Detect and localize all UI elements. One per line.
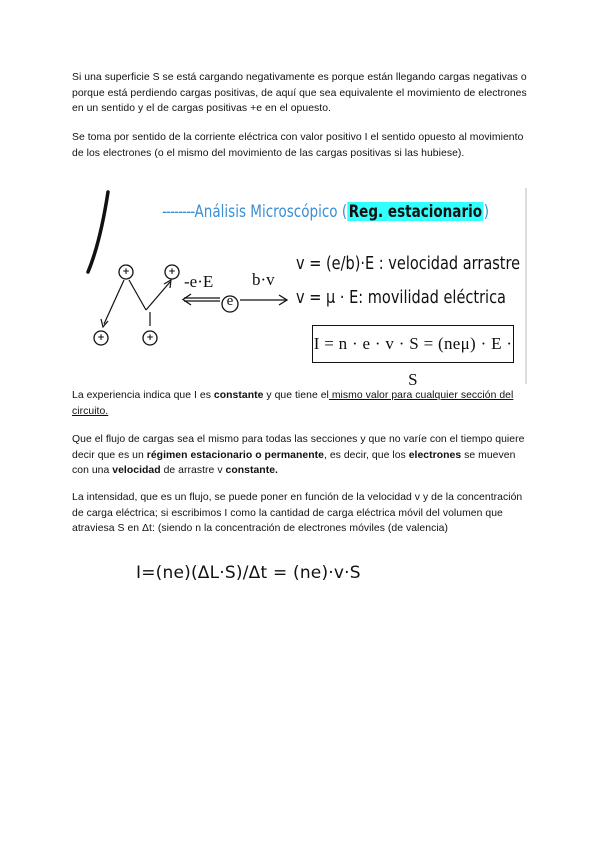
curved-stroke [88,192,108,272]
paragraph-current-direction: Se toma por sentido de la corriente eléctrica con valor positivo I el sentido opuesto al movimiento de los electrones (o el mismo del movimiento de las cargas positivas si las hubiese). [72,132,524,159]
heading-dashes: -------- [162,202,195,221]
p4-text-g: de arrastre v [160,465,226,477]
paragraph-steady-state [72,432,532,479]
p4-text-a: Que el flujo de cargas sea el mismo para todas las secciones y que no varíe con el tiempo quiere decir que es un [72,434,525,461]
friction-label: b·v [252,270,275,289]
heading-close: ) [483,202,489,221]
p3-underlined: mismo valor para cualquier sección del circuito. [72,390,514,417]
p3-bold-constante: constante [213,390,264,401]
trajectory-line-2 [129,280,146,310]
p4-bold-regimen: régimen estacionario o permanente [146,449,324,461]
positive-charge-4: + [146,333,154,343]
heading-highlight: Reg. estacionario [348,202,483,221]
paragraph-intensity-flux: La intensidad, que es un flujo, se puede poner en función de la velocidad v y de la concentración de carga eléctrica; si escribimos I como la cantidad de carga eléctrica móvil del volumen que atraviesa S en Δt: (siendo n la concentración de electrones móviles (de valencia) [72,492,523,535]
positive-charge-2: + [168,267,176,277]
figure-heading [162,202,489,221]
p4-bold-constante: constante. [225,465,278,477]
intensity-formula: I=(ne)(ΔL·S)/Δt = (ne)·v·S [136,563,361,583]
p4-text-c: , es decir, que los [323,449,409,461]
p4-text-e: se mueven con una [72,449,516,477]
microscopic-analysis-figure [74,188,528,389]
p4-bold-velocidad: velocidad [112,465,161,477]
p3-text-a: La experiencia indica que I es [72,390,214,401]
current-boxed-equation: I = n · e · v · S = (neμ) · E · S [312,325,514,363]
drift-velocity-equation: v = (e/b)·E : velocidad arrastre [296,254,521,274]
p4-bold-electrones: electrones [408,449,462,461]
positive-charge-1: + [122,267,130,277]
positive-charge-3: + [97,333,105,343]
trajectory-line-1 [104,280,124,324]
heading-text: Análisis Microscópico ( [194,202,348,221]
force-label: -e·E [184,272,214,291]
electron-label: e [226,293,234,309]
mobility-equation: v = μ · E: movilidad eléctrica [296,288,506,308]
trajectory-line-3 [146,282,170,310]
force-arrowhead [183,294,191,305]
p3-text-c: y que tiene el [263,390,329,401]
paragraph-surface-charging: Si una superficie S se está cargando negativamente es porque están llegando cargas negativas o porque está perdiendo cargas positivas, de aquí que sea equivalente el movimiento de electrones en un sentido y el de cargas positivas +e en el opuesto. [72,72,527,115]
paragraph-constant-current [72,388,532,419]
